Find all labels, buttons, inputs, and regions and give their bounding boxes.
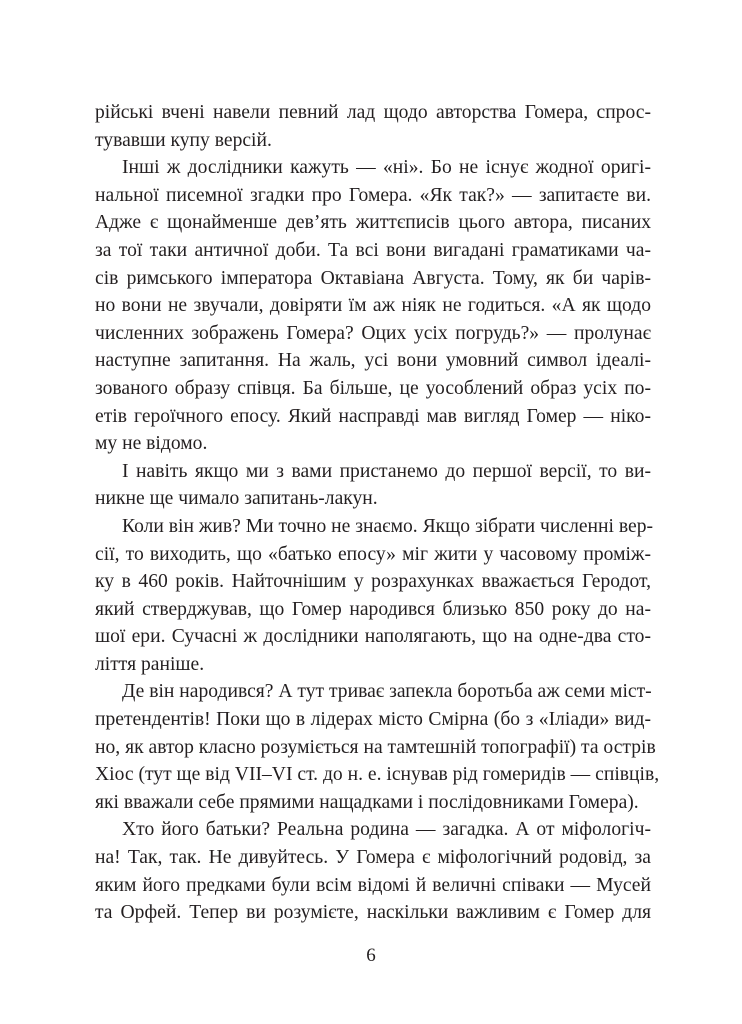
paragraph — [95, 458, 651, 513]
paragraph — [95, 513, 654, 679]
text-line: Хто його батьки? Реальна родина — загадка. А от міфологіч- — [122, 819, 651, 841]
text-line: ку в 460 років. Найточнішим у розрахунках вважається Геродот, — [95, 571, 651, 593]
text-line: рійські вчені навели певний лад щодо авторства Гомера, спрос- — [95, 102, 651, 123]
text-line: за тої таки античної доби. Та всі вони вигадані граматиками ча- — [95, 239, 651, 261]
text-line: ліття раніше. — [95, 653, 205, 675]
paragraph — [95, 99, 651, 154]
text-line: Адже є щонайменше дев’ять життєписів цього автора, писаних — [95, 212, 651, 234]
text-line: та Орфей. Тепер ви розумієте, наскільки важливим є Гомер для — [95, 902, 651, 924]
paragraph — [95, 816, 651, 926]
text-line: Коли він жив? Ми точно не знаємо. Якщо зібрати численні вер- — [122, 515, 654, 537]
text-line: Інші ж дослідники кажуть — «ні». Бо не існує жодної оригі- — [122, 157, 651, 179]
text-line: Хіос (тут ще від VII–VI ст. до н. е. існував рід гомеридів — співців, — [95, 764, 660, 786]
text-line: шої ери. Сучасні ж дослідники наполягають, що на одне-два сто- — [95, 626, 651, 648]
text-line: численних зображень Гомера? Оцих усіх погрудь?» — пролунає — [95, 322, 651, 344]
text-line: никне ще чимало запитань-лакун. — [95, 488, 378, 510]
text-line: но вони не звучали, довіряти їм аж ніяк не годиться. «А як щодо — [95, 295, 651, 317]
text-line: нальної писемної згадки про Гомера. «Як так?» — запитаєте ви. — [95, 184, 651, 206]
text-line: сії, то виходить, що «батько епосу» міг жити у часовому проміж- — [95, 543, 651, 565]
text-line: який стверджував, що Гомер народився близько 850 року до на- — [95, 598, 651, 620]
text-line: му не відомо. — [95, 433, 208, 455]
paragraph — [95, 154, 651, 458]
paragraph — [95, 678, 660, 816]
text-line: сів римського імператора Октавіана Августа. Тому, як би чарів- — [95, 267, 651, 289]
text-line: наступне запитання. На жаль, усі вони умовний символ ідеалі- — [95, 350, 651, 372]
text-line: но, як автор класно розуміється на тамтешній топографії) та острів — [95, 736, 656, 758]
page-number: 6 — [366, 945, 376, 966]
text-line: тувавши купу версій. — [95, 129, 272, 151]
text-line: І навіть якщо ми з вами пристанемо до першої версії, то ви- — [122, 460, 651, 482]
text-line: Де він народився? А тут триває запекла боротьба аж семи міст- — [122, 681, 652, 703]
text-line: претендентів! Поки що в лідерах місто Смірна (бо з «Іліади» вид- — [95, 709, 651, 731]
text-line: які вважали себе прямими нащадками і послідовниками Гомера). — [95, 791, 639, 813]
text-line: зованого образу співця. Ба більше, це уособлений образ усіх по- — [95, 377, 651, 399]
text-line: на! Так, так. Не дивуйтесь. У Гомера є міфологічний родовід, за — [95, 847, 651, 869]
text-line: етів героїчного епосу. Який насправді мав вигляд Гомер — ніко- — [95, 405, 651, 427]
text-line: яким його предками були всім відомі й величні співаки — Мусей — [95, 874, 651, 896]
body-text — [95, 99, 660, 927]
